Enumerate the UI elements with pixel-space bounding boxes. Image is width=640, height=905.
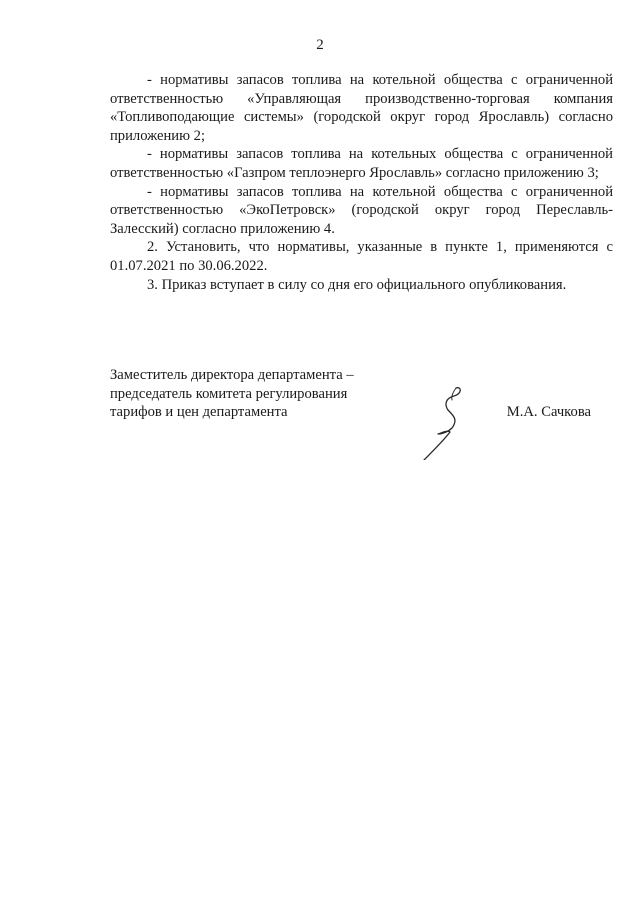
paragraph-norms-appendix-4: - нормативы запасов топлива на котельной общества с ограниченной ответственностью «ЭкоПетровск» (городской округ город Переславль-Залесский) согласно приложению 4. [110,183,613,237]
page-number: 2 [316,37,324,53]
handwritten-signature [418,380,478,460]
signer-title-line: председатель комитета регулирования [110,385,348,402]
paragraph-effective-date: 3. Приказ вступает в силу со дня его официального опубликования. [147,276,567,293]
signer-title-line: Заместитель директора департамента – [110,367,354,383]
document-body [110,71,613,294]
signer-title [110,366,410,422]
signer-title-line: тарифов и цен департамента [110,404,288,421]
signature-block [110,366,613,456]
paragraph-norms-appendix-2: - нормативы запасов топлива на котельной общества с ограниченной ответственностью «Управляющая производственно-торговая компания «Топливоподающие системы» (городской округ город Ярославль) согласно приложению 2; [110,72,613,144]
paragraph-validity-period: 2. Установить, что нормативы, указанные в пункте 1, применяются с 01.07.2021 по 30.06.2022. [110,239,613,274]
paragraph-norms-appendix-3: - нормативы запасов топлива на котельных общества с ограниченной ответственностью «Газпром теплоэнерго Ярославль» согласно приложению 3; [110,146,613,181]
signer-name: М.А. Сачкова [506,404,591,420]
